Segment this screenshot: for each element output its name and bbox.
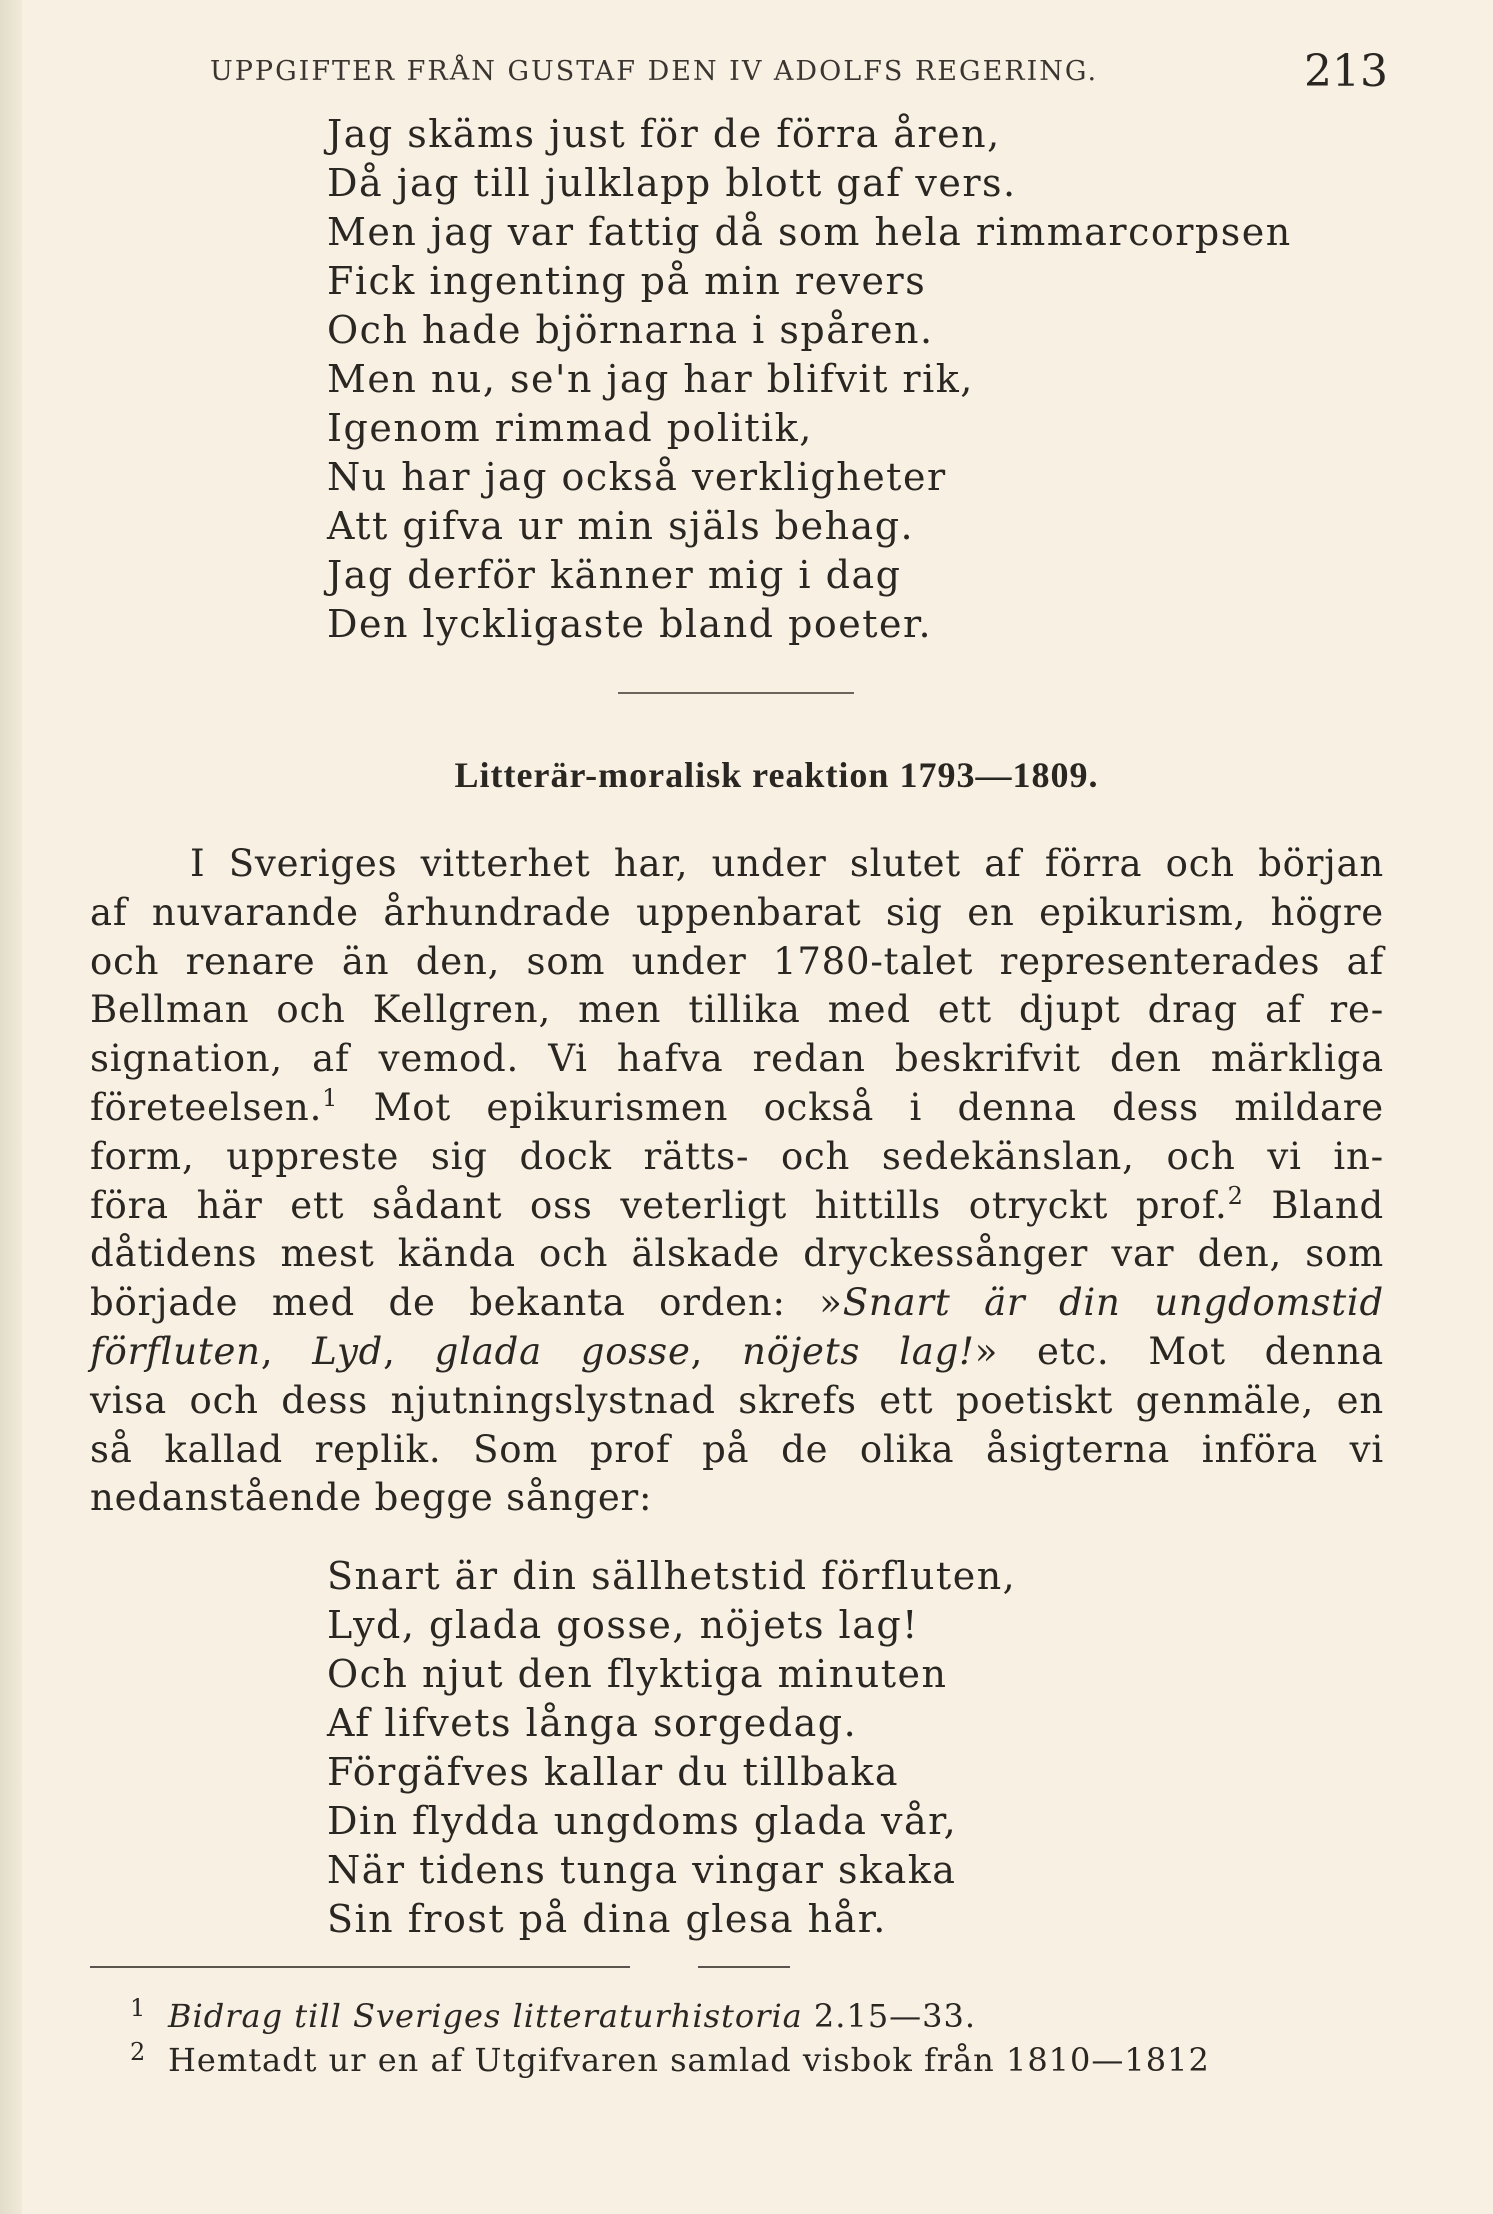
- poem-line: Men jag var fattig då som hela rimmarcorpsen: [327, 210, 1292, 254]
- body-line: [90, 1279, 1384, 1328]
- footnote-text: 2.15—33.: [802, 1997, 977, 2035]
- running-head-title: UPPGIFTER FRÅN GUSTAF DEN IV ADOLFS REGERING.: [210, 56, 1099, 87]
- poem-line: Din flydda ungdoms glada vår,: [327, 1799, 958, 1843]
- body-line: nedanstående begge sånger:: [90, 1476, 653, 1520]
- body-text-span: föra här ett sådant oss veterligt hittills otryckt prof.: [90, 1183, 1228, 1227]
- footnote-1: [130, 1994, 1210, 2038]
- poem-line: Lyd, glada gosse, nöjets lag!: [327, 1603, 919, 1647]
- page-number: 213: [1304, 46, 1388, 97]
- poem-line: Snart är din sällhetstid förfluten,: [327, 1554, 1017, 1598]
- poem-line: Och njut den flyktiga minuten: [327, 1652, 948, 1696]
- poem-line: Fick ingenting på min revers: [327, 259, 927, 303]
- body-text-span: Mot epikurismen också i denna dess mildare: [338, 1085, 1384, 1129]
- poem-bottom: [327, 1552, 1016, 1944]
- footnote-citation-title: Bidrag till Sveriges litteraturhistoria: [168, 1997, 803, 2035]
- poem-line: Men nu, se'n jag har blifvit rik,: [327, 357, 974, 401]
- quoted-song-title: nöjets lag!: [742, 1329, 975, 1373]
- poem-top: [327, 110, 1292, 649]
- section-heading: Litterär-moralisk reaktion 1793—1809.: [454, 755, 1099, 795]
- poem-line: När tidens tunga vingar skaka: [327, 1848, 957, 1892]
- body-text-span: företeelsen.: [90, 1085, 323, 1129]
- poem-line: Nu har jag också verkligheter: [327, 455, 947, 499]
- footnotes: [130, 1994, 1210, 2082]
- body-line: och renare än den, som under 1780-talet representerades af: [90, 939, 1384, 983]
- body-line: I Sveriges vitterhet har, under slutet af förra och början: [190, 842, 1384, 885]
- footnote-ref-1: 1: [322, 1083, 339, 1112]
- body-line: så kallad replik. Som prof på de olika åsigterna införa vi: [90, 1427, 1384, 1471]
- poem-line: Att gifva ur min själs behag.: [327, 504, 915, 548]
- body-line: form, uppreste sig dock rätts- och sedekänslan, och vi in-: [90, 1134, 1384, 1178]
- poem-line: Igenom rimmad politik,: [327, 406, 813, 450]
- body-text-span: » etc. Mot denna: [974, 1329, 1384, 1373]
- footnote-2: [130, 2038, 1210, 2082]
- poem-line: Då jag till julklapp blott gaf vers.: [327, 161, 1017, 205]
- running-head: [210, 46, 1388, 96]
- footnote-text: Hemtadt ur en af Utgifvaren samlad visbok från 1810—1812: [168, 2041, 1210, 2079]
- poem-line: Sin frost på dina glesa hår.: [327, 1897, 887, 1941]
- quoted-song-title: Lyd: [312, 1329, 384, 1373]
- body-line: [90, 1084, 1384, 1133]
- poem-line: Den lyckligaste bland poeter.: [327, 602, 933, 646]
- poem-line: Jag derför känner mig i dag: [327, 553, 902, 597]
- quoted-song-title: glada gosse: [434, 1329, 691, 1373]
- body-text-span: Bland: [1243, 1183, 1384, 1227]
- body-text-span: började med de bekanta orden: »: [90, 1281, 843, 1325]
- body-text-span: ,: [383, 1329, 435, 1373]
- body-line: af nuvarande århundrade uppenbarat sig en epikurism, högre: [90, 890, 1384, 934]
- body-line: visa och dess njutningslystnad skrefs ett poetiskt genmäle, en: [90, 1378, 1384, 1422]
- poem-line: Och hade björnarna i spåren.: [327, 308, 934, 352]
- poem-line: Jag skäms just för de förra åren,: [327, 112, 1001, 156]
- footnote-mark: 1: [130, 1994, 147, 2022]
- page-gutter-shadow: [0, 0, 22, 2214]
- body-line: dåtidens mest kända och älskade dryckessånger var den, som: [90, 1232, 1384, 1276]
- footnote-ref-2: 2: [1227, 1181, 1244, 1210]
- quoted-song-title: Snart är din ungdomstid: [842, 1281, 1384, 1325]
- body-paragraph: [90, 840, 1384, 1523]
- footnote-separator: [90, 1966, 630, 1968]
- poem-line: Af lifvets långa sorgedag.: [327, 1701, 858, 1745]
- footnote-separator-short: [698, 1966, 790, 1968]
- body-line: [90, 1328, 1384, 1377]
- body-line: Bellman och Kellgren, men tillika med ett djupt drag af re-: [90, 988, 1384, 1032]
- poem-line: Förgäfves kallar du tillbaka: [327, 1750, 900, 1794]
- section-divider: [618, 692, 854, 694]
- quoted-song-title: förfluten: [90, 1329, 261, 1373]
- body-line: signation, af vemod. Vi hafva redan beskrifvit den märkliga: [90, 1037, 1384, 1081]
- body-text-span: ,: [260, 1329, 313, 1373]
- body-text-span: ,: [690, 1329, 743, 1373]
- body-line: [90, 1182, 1384, 1231]
- footnote-mark: 2: [130, 2038, 147, 2066]
